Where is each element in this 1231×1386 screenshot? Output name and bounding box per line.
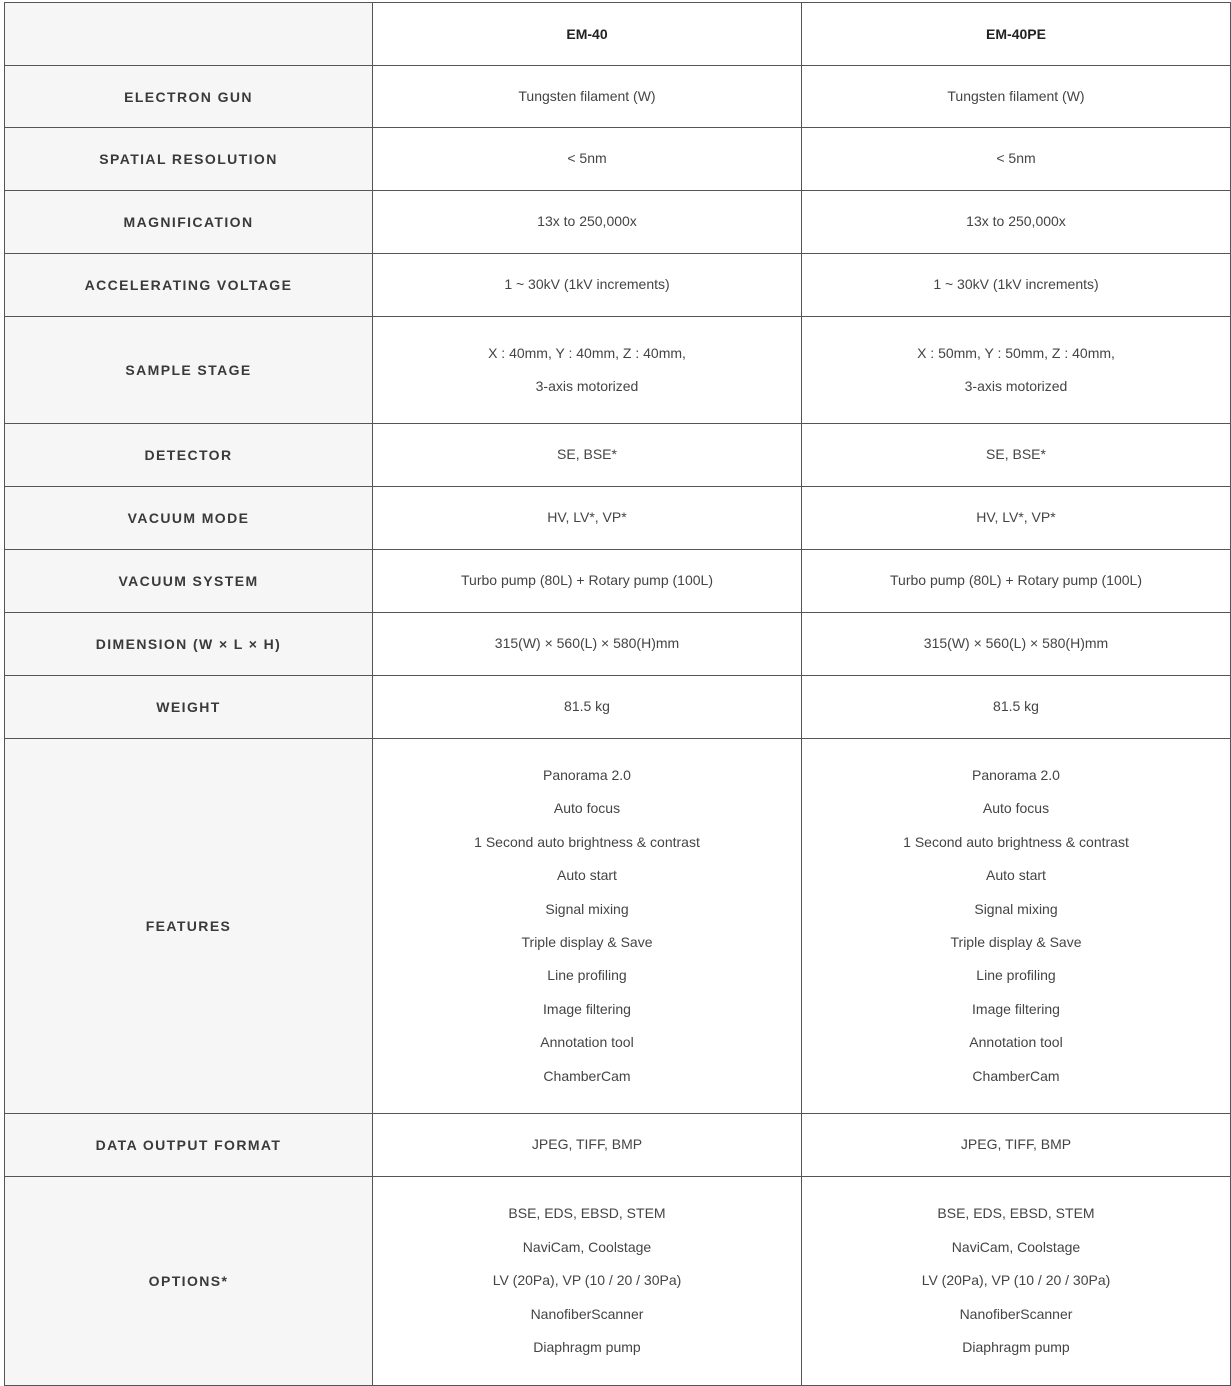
spec-value-line: Auto focus — [982, 800, 1050, 817]
spec-value-line: HV, LV*, VP* — [976, 509, 1056, 526]
spec-value-em-40pe — [802, 613, 1231, 676]
spec-value-line: SE, BSE* — [557, 446, 617, 463]
table-row — [5, 254, 1231, 317]
spec-value-line: SE, BSE* — [986, 446, 1046, 463]
spec-value-line: Annotation tool — [969, 1034, 1063, 1051]
spec-value-line: 3-axis motorized — [964, 378, 1068, 394]
spec-value-line: 13x to 250,000x — [966, 213, 1066, 230]
spec-value-line: Auto start — [557, 867, 617, 884]
spec-value-em-40pe — [802, 487, 1231, 550]
table-row — [5, 739, 1231, 1114]
spec-value-line: Panorama 2.0 — [972, 766, 1060, 783]
spec-value-line: Line profiling — [976, 967, 1056, 984]
spec-value-em-40 — [373, 739, 802, 1114]
table-row — [5, 191, 1231, 254]
spec-value-line: Signal mixing — [545, 900, 629, 917]
spec-value-line: 315(W) × 560(L) × 580(H)mm — [923, 635, 1109, 652]
spec-value-line: JPEG, TIFF, BMP — [531, 1136, 643, 1153]
spec-value-em-40 — [373, 128, 802, 191]
spec-value-em-40 — [373, 487, 802, 550]
spec-value-line: < 5nm — [996, 150, 1036, 167]
spec-value-line: Triple display & Save — [950, 934, 1082, 950]
spec-value-line: Annotation tool — [540, 1034, 634, 1051]
spec-value-line: Line profiling — [547, 967, 627, 984]
spec-value-line: 81.5 kg — [564, 698, 610, 715]
spec-value-line: 1 Second auto brightness & contrast — [903, 833, 1129, 850]
spec-label: DATA OUTPUT FORMAT — [5, 1114, 373, 1177]
spec-value-line: JPEG, TIFF, BMP — [960, 1136, 1072, 1153]
spec-value-line: ChamberCam — [543, 1067, 631, 1084]
spec-value-line: Tungsten filament (W) — [518, 87, 656, 104]
spec-value-line: NanofiberScanner — [530, 1305, 644, 1322]
spec-value-line: HV, LV*, VP* — [547, 509, 627, 526]
table-row — [5, 487, 1231, 550]
spec-value-em-40pe — [802, 1177, 1231, 1386]
spec-value-line: 315(W) × 560(L) × 580(H)mm — [494, 635, 680, 652]
spec-value-em-40 — [373, 66, 802, 128]
spec-value-em-40pe — [802, 254, 1231, 317]
spec-value-line: Image filtering — [543, 1000, 631, 1017]
spec-value-line: 3-axis motorized — [535, 378, 639, 394]
spec-table — [4, 2, 1231, 1386]
table-row — [5, 317, 1231, 424]
spec-label: ACCELERATING VOLTAGE — [5, 254, 373, 317]
spec-value-line: Image filtering — [972, 1000, 1060, 1017]
spec-label: VACUUM SYSTEM — [5, 550, 373, 613]
spec-value-line: Diaphragm pump — [962, 1339, 1070, 1356]
spec-value-em-40 — [373, 317, 802, 424]
table-row — [5, 424, 1231, 487]
spec-value-line: Signal mixing — [974, 900, 1058, 917]
spec-value-line: LV (20Pa), VP (10 / 20 / 30Pa) — [492, 1272, 682, 1289]
spec-value-em-40 — [373, 676, 802, 739]
spec-label: FEATURES — [5, 739, 373, 1114]
table-row — [5, 128, 1231, 191]
spec-value-line: X : 40mm, Y : 40mm, Z : 40mm, — [488, 344, 686, 361]
spec-value-line: Turbo pump (80L) + Rotary pump (100L) — [890, 572, 1142, 589]
spec-value-line: BSE, EDS, EBSD, STEM — [508, 1205, 666, 1222]
spec-value-line: NaviCam, Coolstage — [951, 1238, 1081, 1255]
table-row — [5, 550, 1231, 613]
spec-label: SPATIAL RESOLUTION — [5, 128, 373, 191]
table-row — [5, 1114, 1231, 1177]
spec-value-line: NanofiberScanner — [959, 1305, 1073, 1322]
spec-value-line: Tungsten filament (W) — [947, 87, 1085, 104]
spec-value-line: 1 Second auto brightness & contrast — [474, 833, 700, 850]
spec-value-em-40 — [373, 191, 802, 254]
spec-table-header — [5, 3, 1231, 66]
spec-value-em-40 — [373, 254, 802, 317]
spec-value-line: Triple display & Save — [521, 934, 653, 950]
spec-value-em-40pe — [802, 676, 1231, 739]
spec-value-line: Auto focus — [553, 800, 621, 817]
spec-value-line: BSE, EDS, EBSD, STEM — [937, 1205, 1095, 1222]
spec-label: OPTIONS* — [5, 1177, 373, 1386]
spec-value-line: X : 50mm, Y : 50mm, Z : 40mm, — [917, 344, 1115, 361]
spec-value-line: Diaphragm pump — [533, 1339, 641, 1356]
spec-table-body — [5, 66, 1231, 1386]
spec-label: WEIGHT — [5, 676, 373, 739]
spec-label: SAMPLE STAGE — [5, 317, 373, 424]
spec-value-line: LV (20Pa), VP (10 / 20 / 30Pa) — [921, 1272, 1111, 1289]
spec-value-line: Turbo pump (80L) + Rotary pump (100L) — [461, 572, 713, 589]
spec-value-em-40 — [373, 550, 802, 613]
model-header-em-40: EM-40 — [373, 3, 802, 66]
spec-label: MAGNIFICATION — [5, 191, 373, 254]
spec-value-em-40 — [373, 613, 802, 676]
table-row — [5, 1177, 1231, 1386]
spec-value-em-40 — [373, 1177, 802, 1386]
spec-label: ELECTRON GUN — [5, 66, 373, 128]
spec-value-line: Auto start — [986, 867, 1046, 884]
spec-value-em-40pe — [802, 1114, 1231, 1177]
spec-value-line: 1 ~ 30kV (1kV increments) — [933, 276, 1099, 293]
table-row — [5, 676, 1231, 739]
table-row — [5, 613, 1231, 676]
spec-value-line: < 5nm — [567, 150, 607, 167]
spec-value-line: 1 ~ 30kV (1kV increments) — [504, 276, 670, 293]
spec-value-em-40pe — [802, 317, 1231, 424]
spec-value-line: 81.5 kg — [993, 698, 1039, 715]
spec-value-em-40 — [373, 424, 802, 487]
spec-label: VACUUM MODE — [5, 487, 373, 550]
model-header-em-40pe: EM-40PE — [802, 3, 1231, 66]
header-corner-cell — [5, 3, 373, 66]
table-row — [5, 66, 1231, 128]
spec-value-line: Panorama 2.0 — [543, 766, 631, 783]
spec-value-em-40pe — [802, 550, 1231, 613]
spec-value-line: 13x to 250,000x — [537, 213, 637, 230]
spec-value-em-40pe — [802, 424, 1231, 487]
spec-label: DIMENSION (W × L × H) — [5, 613, 373, 676]
spec-value-line: NaviCam, Coolstage — [522, 1238, 652, 1255]
spec-value-em-40pe — [802, 191, 1231, 254]
spec-value-em-40pe — [802, 739, 1231, 1114]
header-row — [5, 3, 1231, 66]
spec-value-em-40pe — [802, 128, 1231, 191]
spec-value-em-40pe — [802, 66, 1231, 128]
spec-label: DETECTOR — [5, 424, 373, 487]
spec-value-line: ChamberCam — [972, 1067, 1060, 1084]
spec-value-em-40 — [373, 1114, 802, 1177]
